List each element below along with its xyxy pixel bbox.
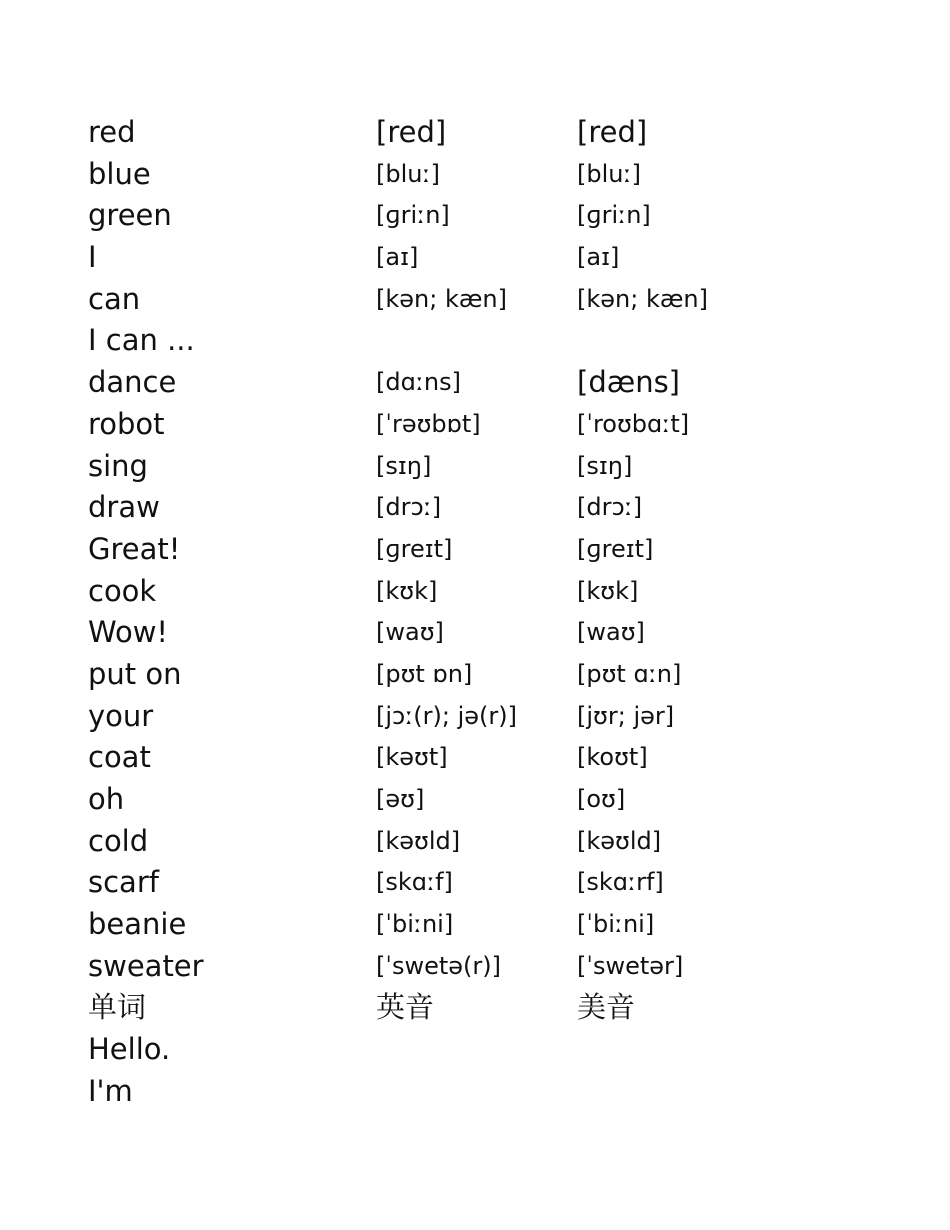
us-phonetic-cell: [kʊk] bbox=[577, 576, 639, 605]
vocab-row bbox=[88, 821, 848, 863]
us-phonetic-cell: [ɡriːn] bbox=[577, 201, 651, 230]
us-phonetic-cell: [ˈswetər] bbox=[577, 951, 684, 980]
word-cell: I can ... bbox=[88, 323, 195, 358]
vocab-row bbox=[88, 1029, 848, 1071]
vocab-row bbox=[88, 487, 848, 529]
word-cell: green bbox=[88, 198, 172, 233]
word-cell: coat bbox=[88, 740, 151, 775]
word-cell: can bbox=[88, 281, 141, 316]
us-phonetic-cell: [red] bbox=[577, 115, 648, 149]
word-cell: oh bbox=[88, 782, 125, 816]
uk-phonetic-cell: [pʊt ɒn] bbox=[376, 659, 473, 688]
word-cell: scarf bbox=[88, 865, 159, 900]
word-cell: sweater bbox=[88, 948, 204, 983]
vocab-row bbox=[88, 1071, 848, 1113]
word-cell: I'm bbox=[88, 1073, 133, 1108]
uk-phonetic-cell: [ɡriːn] bbox=[376, 201, 450, 230]
vocab-row bbox=[88, 320, 848, 362]
vocab-row bbox=[88, 779, 848, 821]
word-cell: dance bbox=[88, 365, 177, 400]
word-cell: cook bbox=[88, 573, 157, 608]
word-cell: your bbox=[88, 698, 154, 733]
vocab-row bbox=[88, 195, 848, 237]
word-column-label: 单词 bbox=[88, 990, 147, 1025]
us-phonetic-cell: [aɪ] bbox=[577, 243, 620, 272]
us-phonetic-cell: [ˈbiːni] bbox=[577, 910, 655, 939]
vocab-row bbox=[88, 737, 848, 779]
word-cell: cold bbox=[88, 823, 149, 858]
us-phonetic-cell: [skɑːrf] bbox=[577, 868, 664, 897]
vocab-row bbox=[88, 696, 848, 738]
vocab-row bbox=[88, 571, 848, 613]
word-cell: blue bbox=[88, 156, 151, 191]
vocab-row bbox=[88, 654, 848, 696]
uk-phonetic-cell: [drɔː] bbox=[376, 493, 442, 522]
word-cell: robot bbox=[88, 406, 165, 441]
us-phonetic-cell: [kən; kæn] bbox=[577, 284, 708, 313]
us-phonetic-cell: [oʊ] bbox=[577, 785, 626, 813]
uk-phonetic-cell: [kʊk] bbox=[376, 576, 438, 605]
us-phonetic-cell: [dæns] bbox=[577, 365, 681, 400]
vocab-row bbox=[88, 279, 848, 321]
uk-phonetic-cell: [ˈrəʊbɒt] bbox=[376, 409, 481, 438]
us-phonetic-cell: [koʊt] bbox=[577, 743, 648, 772]
vocabulary-table bbox=[88, 112, 848, 1113]
vocab-row bbox=[88, 946, 848, 988]
us-phonetic-cell: [bluː] bbox=[577, 159, 641, 188]
uk-phonetic-cell: [ˈswetə(r)] bbox=[376, 951, 501, 980]
uk-phonetic-cell: [ˈbiːni] bbox=[376, 910, 454, 939]
word-cell: draw bbox=[88, 490, 160, 525]
us-phonetic-cell: [ɡreɪt] bbox=[577, 534, 654, 563]
word-cell: Great! bbox=[88, 531, 181, 566]
vocab-row bbox=[88, 529, 848, 571]
us-column-label: 美音 bbox=[577, 990, 636, 1025]
vocab-row bbox=[88, 237, 848, 279]
us-phonetic-cell: [kəʊld] bbox=[577, 826, 662, 855]
word-cell: red bbox=[88, 115, 136, 149]
uk-phonetic-cell: [dɑːns] bbox=[376, 368, 461, 397]
vocab-row bbox=[88, 904, 848, 946]
us-phonetic-cell: [jʊr; jər] bbox=[577, 701, 675, 730]
uk-phonetic-cell: [red] bbox=[376, 115, 447, 149]
uk-phonetic-cell: [ɡreɪt] bbox=[376, 534, 453, 563]
uk-phonetic-cell: [jɔː(r); jə(r)] bbox=[376, 701, 517, 730]
vocab-row bbox=[88, 612, 848, 654]
vocab-row bbox=[88, 154, 848, 196]
vocab-row bbox=[88, 362, 848, 404]
header-row bbox=[88, 987, 848, 1029]
us-phonetic-cell: [ˈroʊbɑːt] bbox=[577, 409, 690, 438]
uk-phonetic-cell: [sɪŋ] bbox=[376, 451, 432, 480]
vocab-row bbox=[88, 404, 848, 446]
word-cell: beanie bbox=[88, 907, 187, 942]
uk-phonetic-cell: [waʊ] bbox=[376, 618, 444, 647]
vocab-row bbox=[88, 862, 848, 904]
word-cell: I bbox=[88, 240, 97, 275]
uk-phonetic-cell: [aɪ] bbox=[376, 243, 419, 272]
uk-phonetic-cell: [bluː] bbox=[376, 159, 440, 188]
uk-phonetic-cell: [kən; kæn] bbox=[376, 284, 507, 313]
uk-column-label: 英音 bbox=[376, 990, 435, 1025]
uk-phonetic-cell: [kəʊt] bbox=[376, 743, 448, 772]
word-cell: Wow! bbox=[88, 615, 169, 650]
us-phonetic-cell: [sɪŋ] bbox=[577, 451, 633, 480]
uk-phonetic-cell: [skɑːf] bbox=[376, 868, 453, 897]
vocab-row bbox=[88, 446, 848, 488]
uk-phonetic-cell: [kəʊld] bbox=[376, 826, 461, 855]
word-cell: put on bbox=[88, 656, 182, 691]
us-phonetic-cell: [pʊt ɑːn] bbox=[577, 659, 682, 688]
us-phonetic-cell: [waʊ] bbox=[577, 618, 645, 647]
vocab-row bbox=[88, 112, 848, 154]
us-phonetic-cell: [drɔː] bbox=[577, 493, 643, 522]
uk-phonetic-cell: [əʊ] bbox=[376, 785, 425, 813]
word-cell: Hello. bbox=[88, 1032, 171, 1067]
word-cell: sing bbox=[88, 448, 148, 483]
